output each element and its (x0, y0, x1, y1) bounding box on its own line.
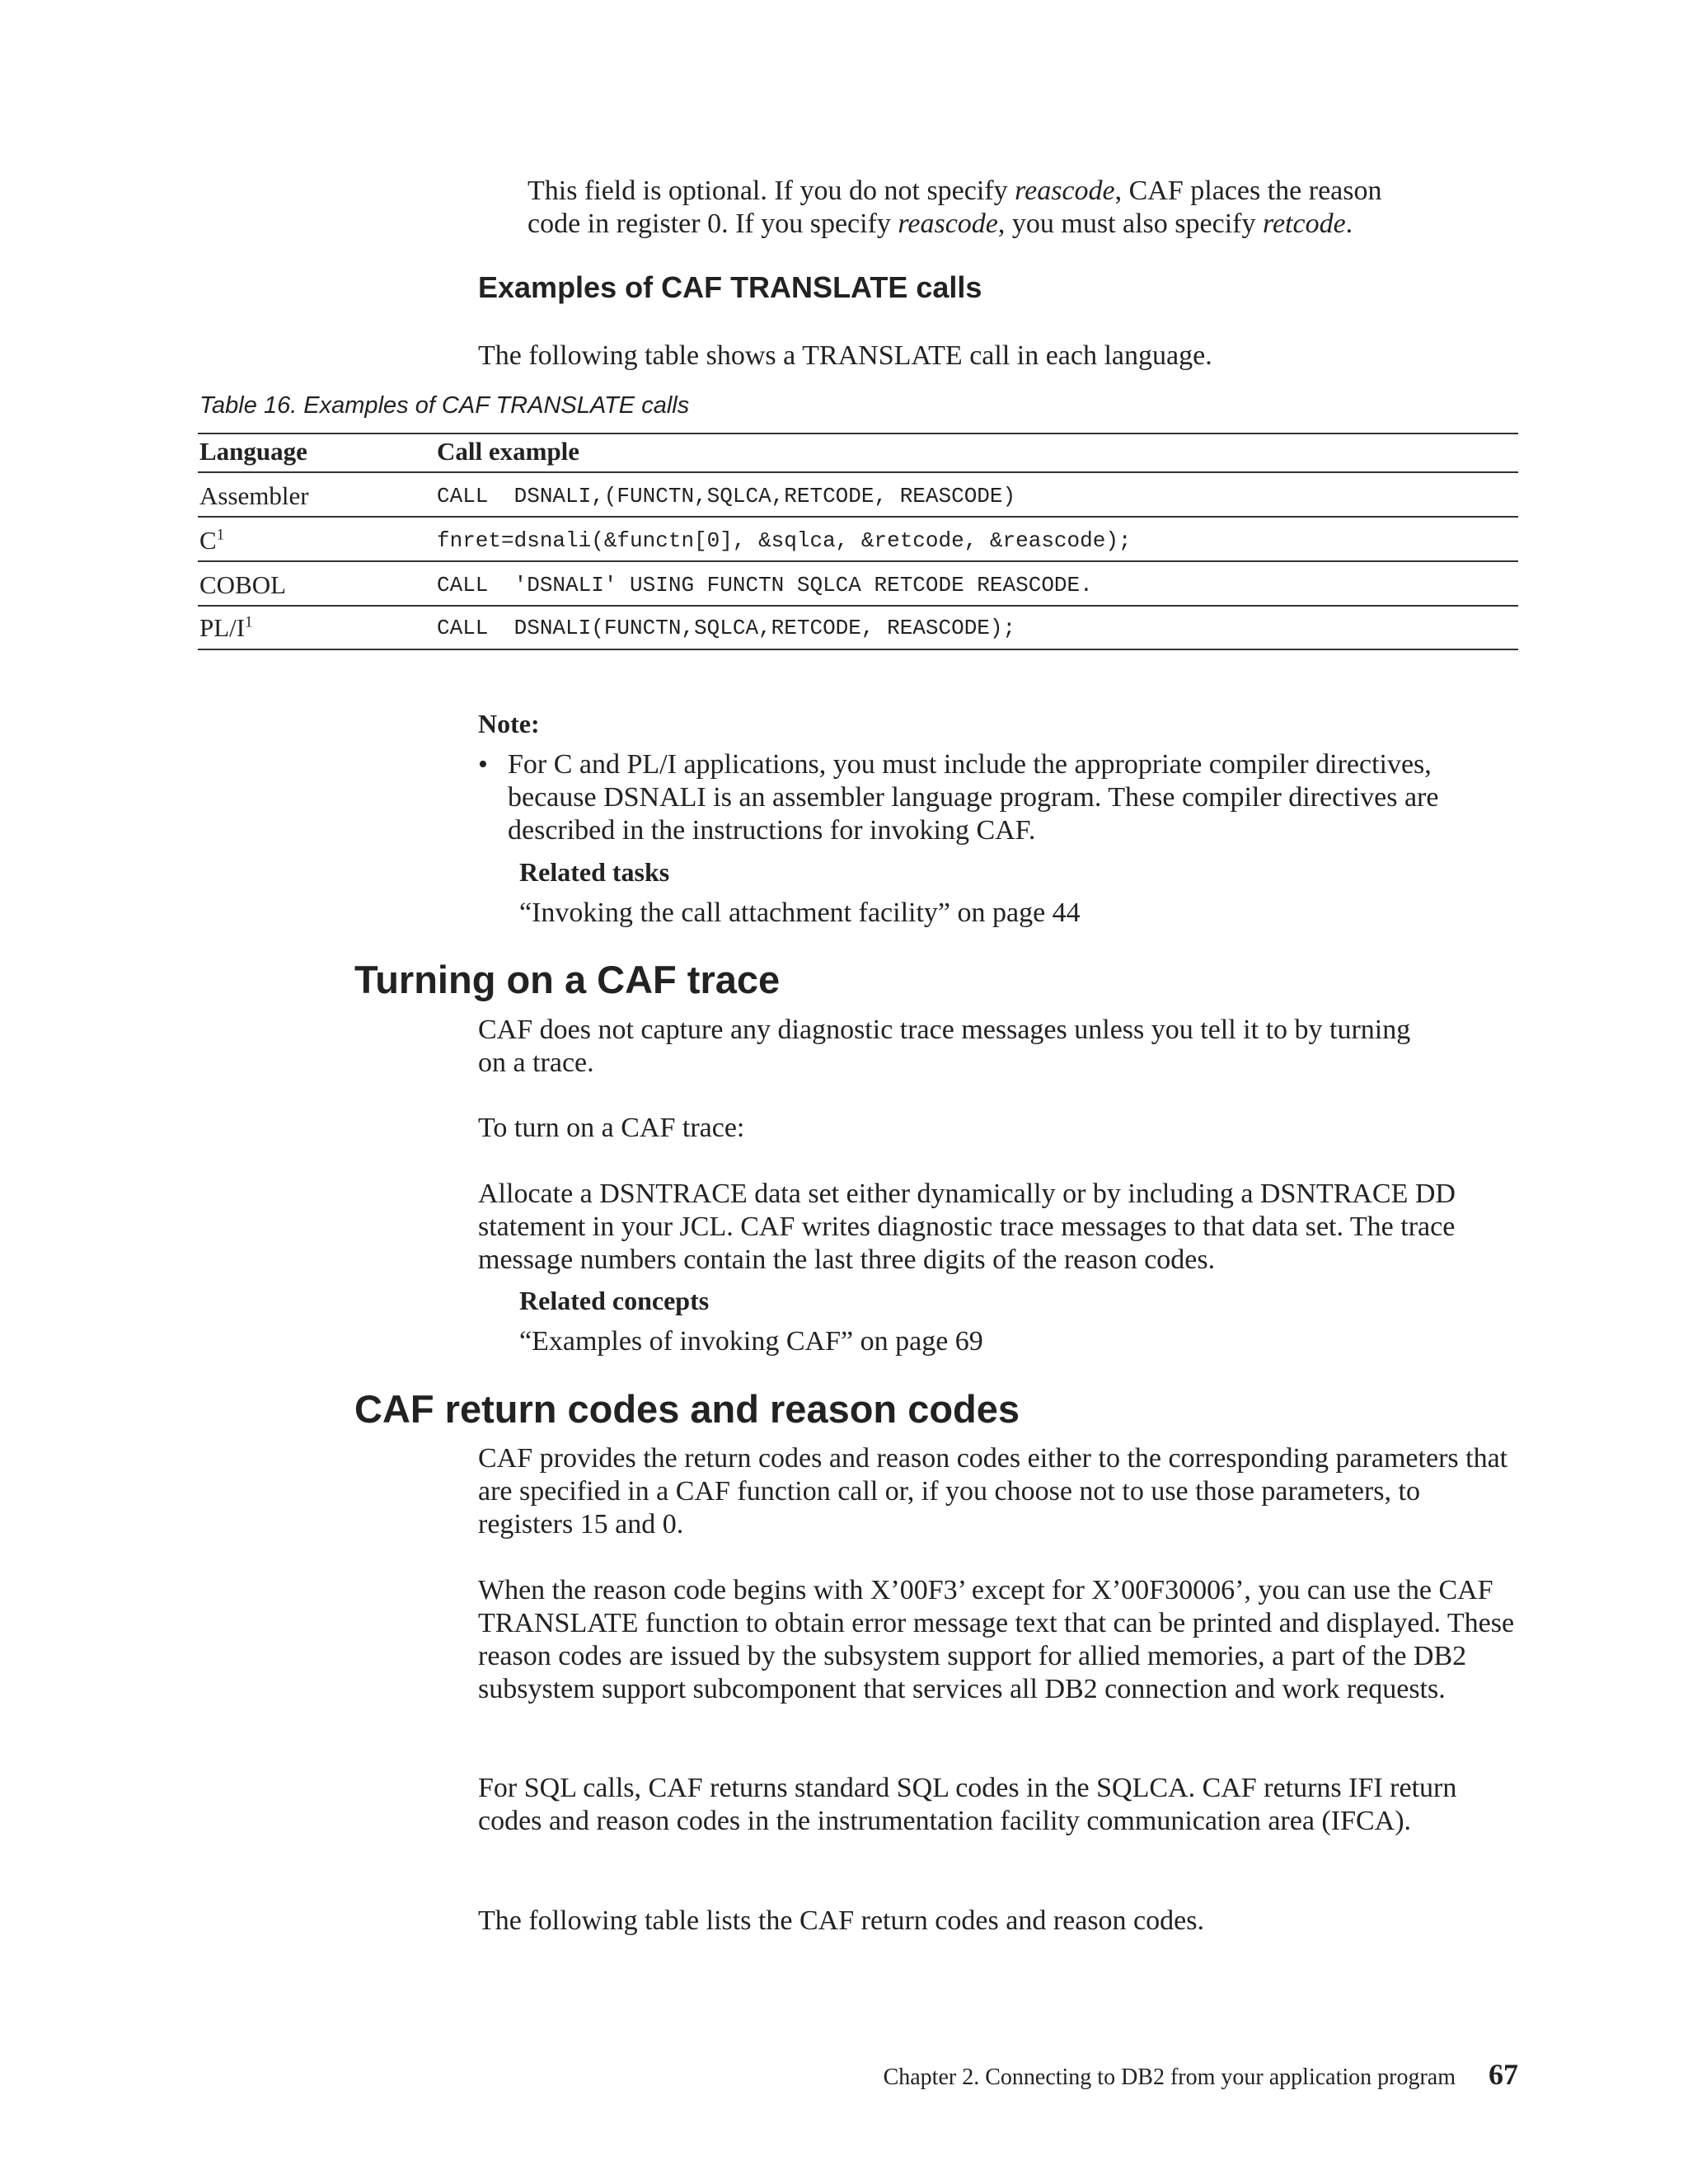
table-cell-language: $C^1$ (199, 526, 224, 555)
table-bottom-rule (198, 649, 1518, 650)
related-tasks-label: Related tasks (519, 857, 670, 887)
note-label: Note: (478, 709, 540, 738)
trace-paragraph-2: To turn on a CAF trace: (478, 1113, 745, 1143)
codes-heading: CAF return codes and reason codes (354, 1387, 1020, 1431)
footer-chapter-title: Chapter 2. Connecting to DB2 from your application program (883, 2064, 1456, 2090)
related-tasks-link[interactable]: “Invoking the call attachment facility” on page 44 (519, 898, 1081, 928)
examples-heading: Examples of CAF TRANSLATE calls (478, 270, 982, 304)
table-cell-call: CALL 'DSNALI' USING FUNCTN SQLCA RETCODE REASCODE. (437, 573, 1093, 598)
trace-paragraph-1: CAF does not capture any diagnostic trace messages unless you tell it to by turning on a trace. (478, 1015, 1411, 1078)
examples-lead: The following table shows a TRANSLATE call in each language. (478, 340, 1212, 371)
table-cell-call: CALL DSNALI,(FUNCTN,SQLCA,RETCODE, REASCODE) (437, 484, 1016, 509)
page-footer (884, 2057, 1518, 2092)
trace-paragraph-3: Allocate a DSNTRACE data set either dynamically or by including a DSNTRACE DD statement in your JCL. CAF writes diagnostic trace messages to that data set. The trace message numbers contain the last three digits of the reason codes. (478, 1179, 1456, 1275)
codes-paragraph-1: CAF provides the return codes and reason codes either to the corresponding parameters that are specified in a CAF function call or, if you choose not to use those parameters, to registers 15 and 0. (478, 1443, 1508, 1540)
note-bullet: • For C and PL/I applications, you must include the appropriate compiler directives, because DSNALI is an assembler language program. These compiler directives are described in the instructions for invoking CAF. (478, 748, 1508, 847)
page-number: 67 (1489, 2058, 1518, 2091)
column-header-language: Language (199, 437, 307, 466)
row-rule (198, 560, 1518, 562)
codes-paragraph-4: The following table lists the CAF return codes and reason codes. (478, 1905, 1204, 1936)
intro-line-2: code in register 0. If you specify reascode, you must also specify retcode. (528, 209, 1353, 239)
table-cell-call: fnret=dsnali(&functn[0], &sqlca, &retcode, &reascode); (437, 528, 1132, 553)
related-concepts-label: Related concepts (519, 1286, 710, 1315)
intro-paragraph (528, 175, 1517, 241)
table-caption: Table 16. Examples of CAF TRANSLATE calls (199, 392, 690, 419)
table-cell-language: COBOL (199, 570, 287, 599)
trace-heading: Turning on a CAF trace (354, 958, 781, 1001)
codes-paragraph-2: When the reason code begins with X’00F3’ except for X’00F30006’, you can use the CAF TRANSLATE function to obtain error message text that can be printed and displayed. These reason codes are issued by the subsystem support for allied memories, a part of the DB2 subsystem support subcomponent that services all DB2 connection and work requests. (478, 1575, 1515, 1704)
intro-line-1: This field is optional. If you do not specify reascode, CAF places the reason (528, 176, 1382, 206)
related-concepts-link[interactable]: “Examples of invoking CAF” on page 69 (519, 1326, 983, 1357)
table-cell-call: CALL DSNALI(FUNCTN,SQLCA,RETCODE, REASCODE); (437, 616, 1016, 640)
table-cell-language: $PL/I^1$ (199, 613, 253, 642)
table-cell-language: Assembler (199, 481, 309, 510)
row-rule (198, 516, 1518, 518)
note-list (478, 748, 1508, 847)
table-top-rule (198, 433, 1518, 434)
row-rule (198, 605, 1518, 607)
column-header-call-example: Call example (437, 437, 580, 466)
codes-paragraph-3: For SQL calls, CAF returns standard SQL codes in the SQLCA. CAF returns IFI return codes and reason codes in the instrumentation facility communication area (IFCA). (478, 1773, 1457, 1836)
header-rule (198, 471, 1518, 473)
